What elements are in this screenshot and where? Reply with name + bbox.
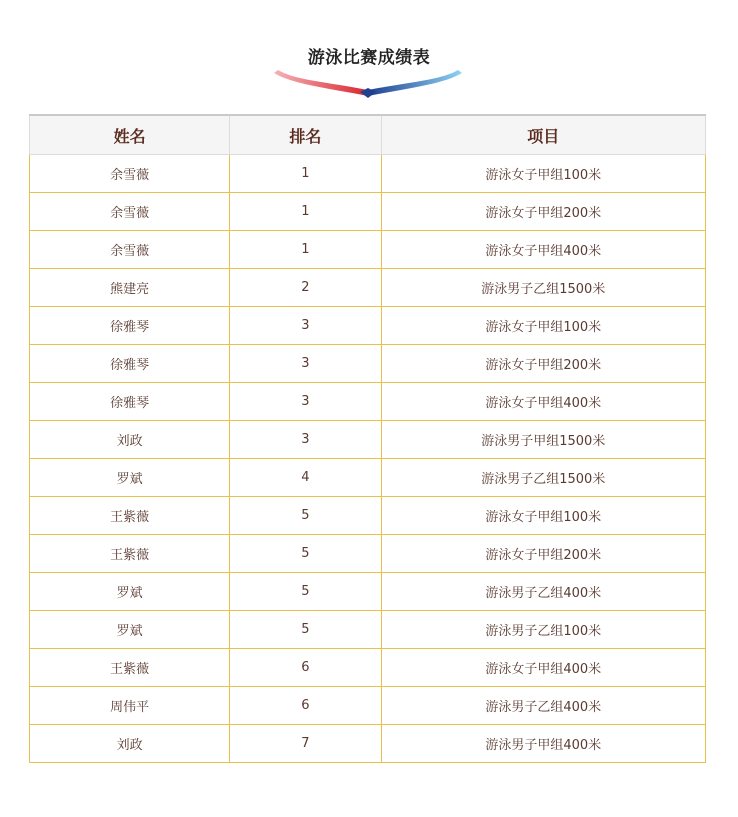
table-row — [30, 611, 706, 649]
cell-rank: 5 — [230, 573, 381, 611]
table-row — [30, 459, 706, 497]
cell-rank: 6 — [230, 687, 381, 725]
cell-name: 余雪薇 — [30, 231, 230, 269]
header-event: 项目 — [381, 115, 706, 155]
cell-name: 罗斌 — [30, 573, 230, 611]
cell-rank: 6 — [230, 649, 381, 687]
results-table — [29, 114, 706, 763]
ribbon-decoration — [272, 70, 464, 100]
cell-event: 游泳男子乙组400米 — [381, 573, 706, 611]
table-row — [30, 155, 706, 193]
cell-rank: 5 — [230, 497, 381, 535]
table-row — [30, 535, 706, 573]
table-row — [30, 725, 706, 763]
cell-event: 游泳女子甲组100米 — [381, 155, 706, 193]
table-row — [30, 687, 706, 725]
table-row — [30, 307, 706, 345]
cell-rank: 3 — [230, 307, 381, 345]
cell-name: 罗斌 — [30, 459, 230, 497]
cell-name: 徐雅琴 — [30, 345, 230, 383]
cell-event: 游泳男子乙组400米 — [381, 687, 706, 725]
table-row — [30, 345, 706, 383]
cell-name: 刘政 — [30, 725, 230, 763]
cell-name: 周伟平 — [30, 687, 230, 725]
header-name: 姓名 — [30, 115, 230, 155]
cell-rank: 7 — [230, 725, 381, 763]
cell-rank: 1 — [230, 193, 381, 231]
table-row — [30, 383, 706, 421]
table-row — [30, 193, 706, 231]
cell-name: 徐雅琴 — [30, 307, 230, 345]
header-rank: 排名 — [230, 115, 381, 155]
cell-event: 游泳女子甲组200米 — [381, 535, 706, 573]
cell-event: 游泳女子甲组100米 — [381, 307, 706, 345]
cell-event: 游泳男子乙组1500米 — [381, 269, 706, 307]
cell-name: 余雪薇 — [30, 193, 230, 231]
header-row — [30, 115, 706, 155]
cell-name: 王紫薇 — [30, 535, 230, 573]
cell-rank: 3 — [230, 383, 381, 421]
table-row — [30, 497, 706, 535]
cell-rank: 3 — [230, 421, 381, 459]
cell-rank: 2 — [230, 269, 381, 307]
title-section — [0, 0, 738, 110]
cell-event: 游泳女子甲组100米 — [381, 497, 706, 535]
table-row — [30, 421, 706, 459]
cell-name: 熊建亮 — [30, 269, 230, 307]
cell-event: 游泳女子甲组200米 — [381, 193, 706, 231]
page-title: 游泳比赛成绩表 — [307, 48, 431, 68]
table-row — [30, 649, 706, 687]
cell-name: 刘政 — [30, 421, 230, 459]
cell-rank: 5 — [230, 611, 381, 649]
cell-event: 游泳男子乙组100米 — [381, 611, 706, 649]
cell-name: 罗斌 — [30, 611, 230, 649]
cell-name: 王紫薇 — [30, 497, 230, 535]
cell-event: 游泳女子甲组400米 — [381, 383, 706, 421]
cell-event: 游泳男子甲组1500米 — [381, 421, 706, 459]
cell-name: 王紫薇 — [30, 649, 230, 687]
cell-rank: 4 — [230, 459, 381, 497]
cell-event: 游泳男子甲组400米 — [381, 725, 706, 763]
cell-event: 游泳女子甲组200米 — [381, 345, 706, 383]
table-row — [30, 269, 706, 307]
cell-event: 游泳女子甲组400米 — [381, 649, 706, 687]
cell-rank: 1 — [230, 231, 381, 269]
cell-rank: 1 — [230, 155, 381, 193]
cell-rank: 3 — [230, 345, 381, 383]
table-row — [30, 573, 706, 611]
cell-rank: 5 — [230, 535, 381, 573]
table-row — [30, 231, 706, 269]
cell-event: 游泳男子乙组1500米 — [381, 459, 706, 497]
cell-name: 余雪薇 — [30, 155, 230, 193]
cell-name: 徐雅琴 — [30, 383, 230, 421]
cell-event: 游泳女子甲组400米 — [381, 231, 706, 269]
